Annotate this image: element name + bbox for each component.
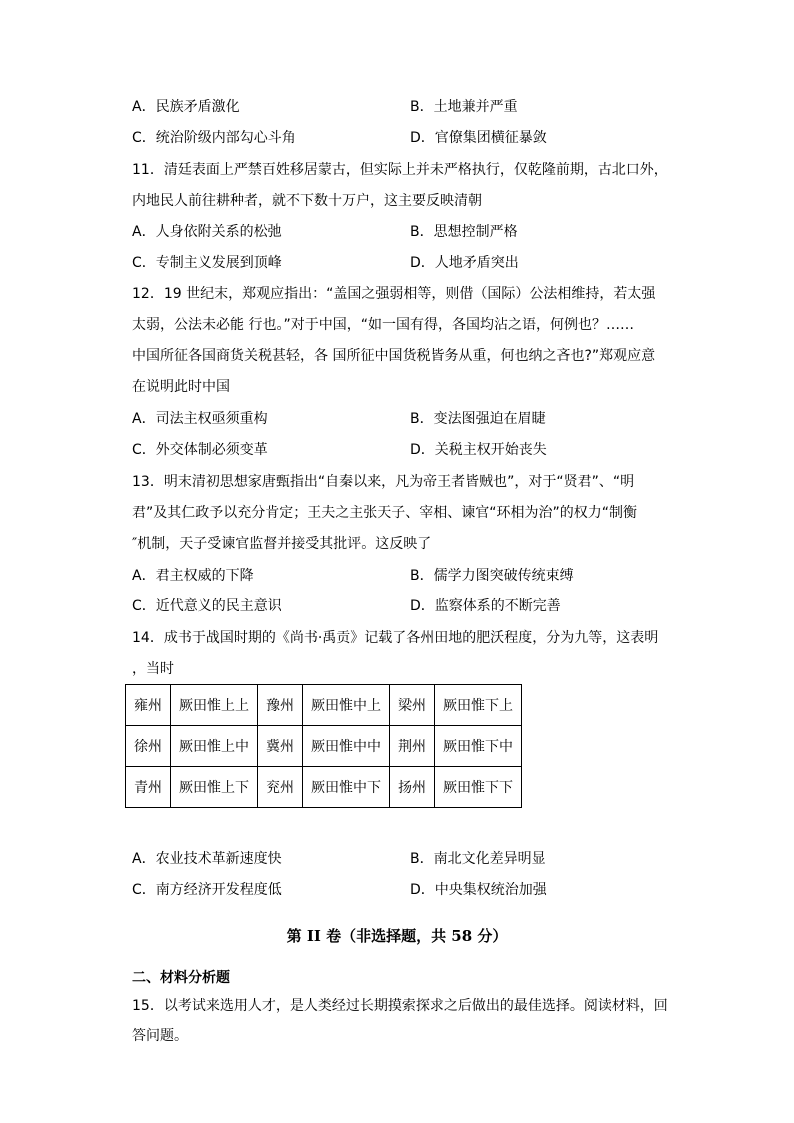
table-cell: 厥田惟上下 <box>171 767 258 808</box>
q13-stem-line-1: 13．明末清初思想家唐甄指出“自秦以来，凡为帝王者皆贼也”，对于“贤君”、“明 <box>132 474 635 490</box>
q14-stem-line-1: 14．成书于战国时期的《尚书·禹贡》记载了各州田地的肥沃程度，分为九等，这表明 <box>132 630 659 646</box>
table-cell: 厥田惟上中 <box>171 726 258 767</box>
table-cell: 厥田惟下上 <box>435 685 522 726</box>
q14-option-b: B．南北文化差异明显 <box>410 851 546 867</box>
table-cell: 厥田惟中上 <box>303 685 390 726</box>
table-row <box>126 685 522 726</box>
q12-option-d: D．关税主权开始丧失 <box>410 442 547 458</box>
table-cell: 梁州 <box>390 685 435 726</box>
table-cell: 兖州 <box>258 767 303 808</box>
table-cell: 厥田惟下下 <box>435 767 522 808</box>
table-cell: 徐州 <box>126 726 171 767</box>
table-cell: 青州 <box>126 767 171 808</box>
q13-stem-line-2: 君”及其仁政予以充分肯定；王夫之主张天子、宰相、谏官“环相为治”的权力“制衡 <box>132 505 638 521</box>
q10-option-c: C．统治阶级内部勾心斗角 <box>132 130 296 146</box>
table-cell: 冀州 <box>258 726 303 767</box>
q10-option-a: A．民族矛盾激化 <box>132 99 240 115</box>
q14-option-c: C．南方经济开发程度低 <box>132 882 282 898</box>
table-cell: 厥田惟上上 <box>171 685 258 726</box>
q14-stem-line-2: ，当时 <box>132 661 174 677</box>
table-cell: 雍州 <box>126 685 171 726</box>
q13-option-d: D．监察体系的不断完善 <box>410 598 561 614</box>
q10-option-b: B．土地兼并严重 <box>410 99 518 115</box>
q10-option-d: D．官僚集团横征暴敛 <box>410 130 547 146</box>
table-cell: 厥田惟中下 <box>303 767 390 808</box>
q11-option-b: B．思想控制严格 <box>410 224 518 240</box>
q12-stem-line-1: 12．19 世纪末，郑观应指出：“盖国之强弱相等，则借（国际）公法相维持，若太强 <box>132 286 656 302</box>
q14-option-a: A．农业技术革新速度快 <box>132 851 282 867</box>
table-row <box>126 726 522 767</box>
q13-option-c: C．近代意义的民主意识 <box>132 598 282 614</box>
q14-option-d: D．中央集权统治加强 <box>410 882 547 898</box>
q12-option-b: B．变法图强迫在眉睫 <box>410 411 546 427</box>
q11-stem-line-2: 内地民人前往耕种者，就不下数十万户，这主要反映清朝 <box>132 193 482 209</box>
q11-stem-line-1: 11．清廷表面上严禁百姓移居蒙古，但实际上并未严格执行，仅乾隆前期，古北口外， <box>132 162 668 178</box>
q11-option-a: A．人身依附关系的松弛 <box>132 224 282 240</box>
q13-option-b: B．儒学力图突破传统束缚 <box>410 568 574 584</box>
table-cell: 荆州 <box>390 726 435 767</box>
table-cell: 厥田惟中中 <box>303 726 390 767</box>
q11-option-d: D．人地矛盾突出 <box>410 255 519 271</box>
q11-option-c: C．专制主义发展到顶峰 <box>132 255 282 271</box>
q12-stem-line-2: 太弱，公法未必能 行也。”对于中国，“如一国有得，各国均沾之语，何例也？…… <box>132 317 634 333</box>
q12-stem-line-3: 中国所征各国商货关税甚轻，各 国所征中国货税皆务从重，何也纳之吝也?”郑观应意 <box>132 348 656 364</box>
table-cell: 豫州 <box>258 685 303 726</box>
q12-option-a: A．司法主权亟须重构 <box>132 411 268 427</box>
q15-stem-line-1: 15．以考试来选用人才，是人类经过长期摸索探求之后做出的最佳选择。阅读材料，回 <box>132 998 668 1014</box>
table-cell: 厥田惟下中 <box>435 726 522 767</box>
q12-stem-line-4: 在说明此时中国 <box>132 379 230 395</box>
q12-option-c: C．外交体制必须变革 <box>132 442 268 458</box>
q13-stem-line-3: ″机制，天子受谏官监督并接受其批评。这反映了 <box>132 536 432 552</box>
q13-option-a: A．君主权威的下降 <box>132 568 254 584</box>
part-two-title: 第 II 卷（非选择题，共 58 分） <box>286 927 508 945</box>
table-row <box>126 767 522 808</box>
soil-grade-table <box>125 684 522 808</box>
section-heading: 二、材料分析题 <box>132 970 230 986</box>
q15-stem-line-2: 答问题。 <box>132 1028 188 1044</box>
table-cell: 扬州 <box>390 767 435 808</box>
